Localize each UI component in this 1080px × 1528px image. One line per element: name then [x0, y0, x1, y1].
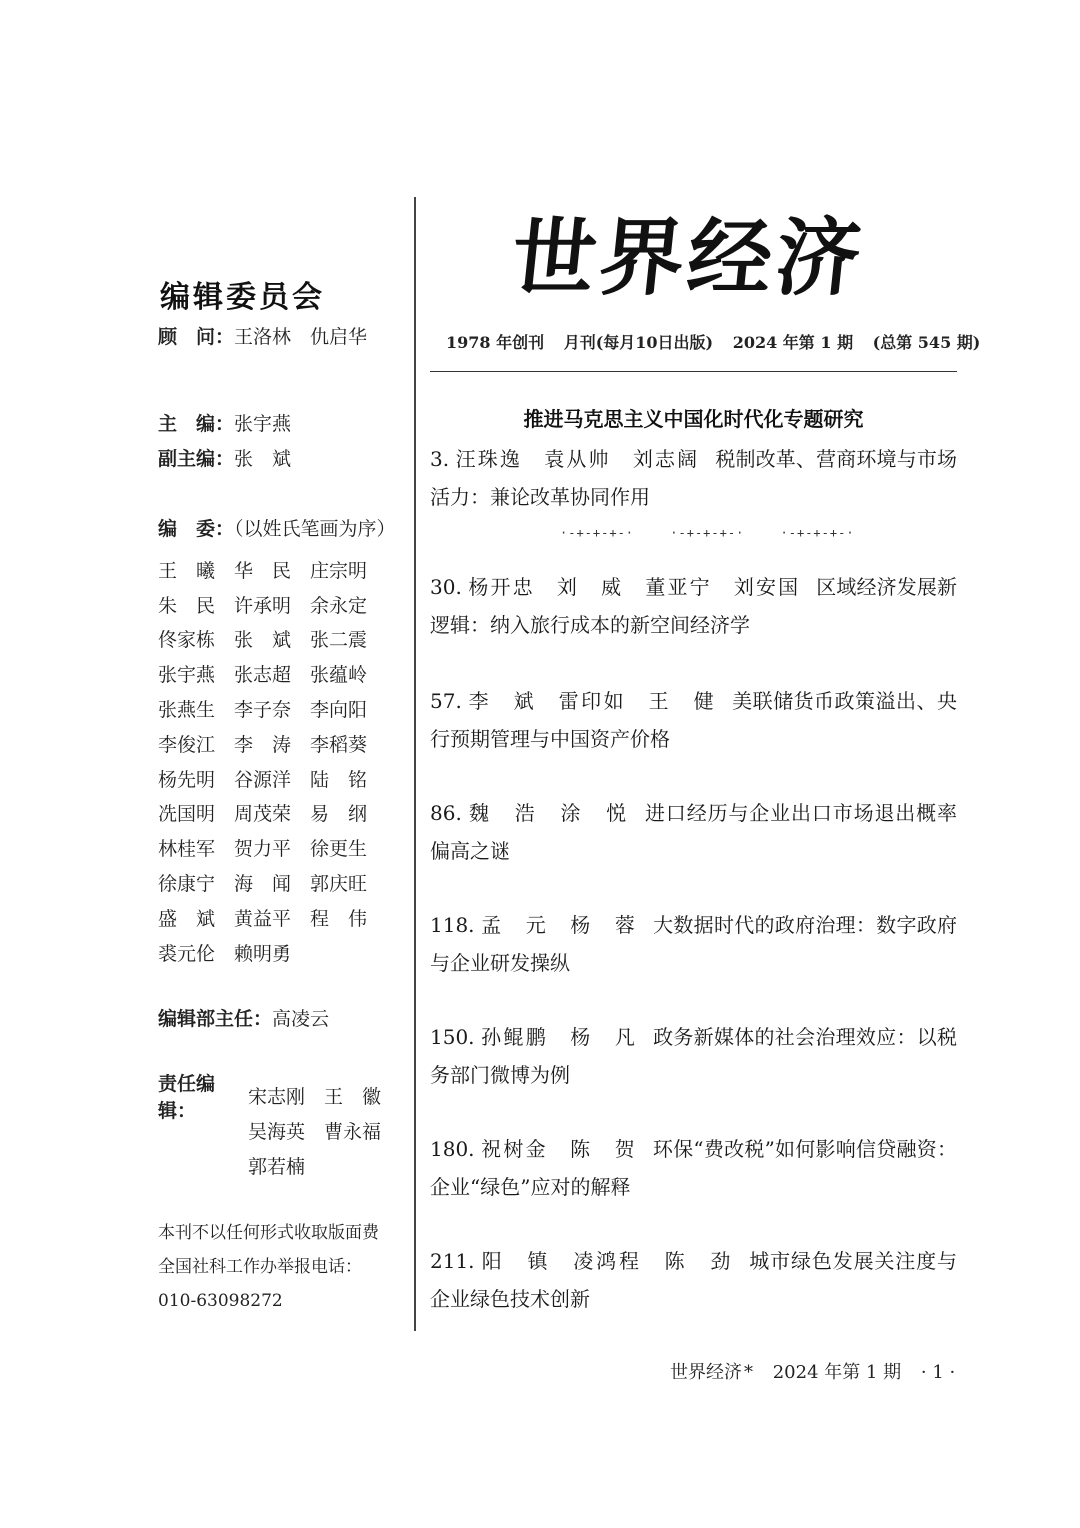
member-name: 裘元伦	[158, 942, 216, 965]
member-name: 盛 斌	[158, 907, 216, 930]
member-row	[158, 761, 388, 796]
member-row	[158, 587, 388, 622]
member-name: 李向阳	[310, 699, 368, 722]
member-name: 华 民	[234, 559, 292, 582]
member-row	[158, 552, 388, 587]
member-name: 张蕴岭	[310, 664, 368, 687]
member-row	[158, 830, 388, 865]
footer-issue: 2024 年第 1 期	[772, 1362, 902, 1383]
ornament-mark: ·-+-+-+-·	[780, 526, 855, 540]
footer-page-number: · 1 ·	[920, 1362, 956, 1383]
toc-entry[interactable]	[430, 440, 957, 516]
toc-entry[interactable]	[430, 1130, 957, 1206]
member-name: 王 曦	[158, 559, 216, 582]
toc-article-title[interactable]: 税制改革、营商环境与市场活力：兼论改革协同作用	[430, 447, 958, 509]
member-row	[158, 935, 388, 970]
member-name: 余永定	[310, 594, 368, 617]
journal-masthead	[506, 198, 882, 318]
founded-year: 1978 年创刊	[446, 333, 545, 352]
chief-editor-label: 主 编：	[158, 413, 235, 435]
toc-page-number: 86.	[430, 801, 462, 825]
responsible-editors	[158, 1072, 400, 1183]
toc-authors: 李 斌 雷印如 王 健	[468, 689, 717, 713]
toc-entry[interactable]	[430, 794, 957, 870]
member-name: 易 纲	[310, 803, 368, 826]
toc-article-title[interactable]: 美联储货币政策溢出、央行预期管理与中国资产价格	[430, 689, 958, 751]
member-row	[158, 656, 388, 691]
toc-page-number: 180.	[430, 1137, 475, 1161]
chief-editor-row	[158, 413, 291, 435]
member-row	[158, 726, 388, 761]
member-name: 谷源洋	[234, 768, 292, 791]
member-name: 佟家栋	[158, 629, 216, 652]
toc-page-number: 211.	[430, 1249, 475, 1273]
toc-article-title[interactable]: 大数据时代的政府治理：数字政府与企业研发操纵	[430, 913, 958, 975]
member-name: 张燕生	[158, 699, 216, 722]
editor-name: 郭若楠	[248, 1156, 306, 1178]
member-row	[158, 796, 388, 831]
notice-line: 本刊不以任何形式收取版面费	[158, 1223, 379, 1243]
member-name: 陆 铭	[310, 768, 368, 791]
frequency: 月刊(每月10日出版)	[563, 333, 714, 352]
column-divider	[414, 197, 416, 1331]
ornament-mark: ·-+-+-+-·	[670, 526, 745, 540]
member-name: 冼国明	[158, 803, 216, 826]
member-row	[158, 865, 388, 900]
toc-entry[interactable]	[430, 906, 957, 982]
header-rule	[430, 371, 957, 372]
total-issue: (总第 545 期)	[872, 333, 981, 352]
members-row	[158, 518, 396, 540]
advisors-names: 王洛林 仇启华	[234, 326, 368, 348]
advisors-label: 顾 问：	[158, 326, 235, 348]
toc-article-title[interactable]: 区域经济发展新逻辑：纳入旅行成本的新空间经济学	[430, 575, 958, 637]
page-footer	[670, 1358, 969, 1384]
toc-page-number: 30.	[430, 575, 462, 599]
member-name: 徐康宁	[158, 873, 216, 896]
toc-authors: 汪珠逸 袁从帅 刘志阔	[455, 447, 700, 471]
member-name: 程 伟	[310, 907, 368, 930]
director-name: 高凌云	[272, 1008, 330, 1030]
director-row	[158, 1008, 329, 1030]
toc-authors: 阳 镇 凌鸿程 陈 劲	[481, 1249, 734, 1273]
member-name: 黄益平	[234, 907, 292, 930]
member-row	[158, 900, 388, 935]
ornament-mark: ·-+-+-+-·	[560, 526, 635, 540]
member-row	[158, 691, 388, 726]
member-name: 张 斌	[234, 629, 292, 652]
member-name: 张宇燕	[158, 664, 216, 687]
toc-entry[interactable]	[430, 682, 957, 758]
special-topic-title: 推进马克思主义中国化时代化专题研究	[523, 407, 864, 431]
masthead-logo-text: 世界经济	[506, 208, 870, 307]
toc-page-number: 3.	[430, 447, 450, 471]
member-name: 庄宗明	[310, 559, 368, 582]
member-name: 徐更生	[310, 838, 368, 861]
advisors-row	[158, 326, 367, 348]
editor-name: 王 徽	[324, 1086, 382, 1108]
editor-name: 吴海英	[248, 1121, 306, 1143]
member-name: 周茂荣	[234, 803, 292, 826]
editors-label: 责任编辑：	[158, 1072, 216, 1122]
member-name: 李子奈	[234, 699, 292, 722]
members-label: 编 委：	[158, 518, 235, 540]
chief-editor-name: 张宇燕	[234, 413, 292, 435]
members-note: （以姓氏笔画为序）	[234, 518, 396, 540]
toc-article-title[interactable]: 城市绿色发展关注度与企业绿色技术创新	[430, 1249, 958, 1311]
toc-page-number: 118.	[430, 913, 475, 937]
toc-authors: 魏 浩 涂 悦	[469, 801, 630, 825]
deputy-editor-name: 张 斌	[234, 448, 292, 470]
toc-page-number: 57.	[430, 689, 462, 713]
notice-line: 全国社科工作办举报电话：	[158, 1257, 362, 1277]
members-grid	[158, 552, 388, 970]
editor-row	[158, 1072, 400, 1122]
editor-name: 宋志刚	[248, 1086, 306, 1108]
member-name: 杨先明	[158, 768, 216, 791]
member-name: 赖明勇	[234, 942, 292, 965]
publication-info	[446, 330, 994, 353]
toc-entry[interactable]	[430, 1018, 957, 1094]
toc-authors: 祝树金 陈 贺	[481, 1137, 637, 1161]
toc-authors: 杨开忠 刘 威 董亚宁 刘安国	[468, 575, 801, 599]
member-name: 贺力平	[234, 838, 292, 861]
editor-row	[158, 1148, 400, 1183]
member-row	[158, 622, 388, 657]
member-name: 张二震	[310, 629, 368, 652]
editor-name: 曹永福	[324, 1121, 382, 1143]
toc-authors: 孟 元 杨 蓉	[481, 913, 638, 937]
editorial-board-title: 编辑委员会	[160, 280, 325, 315]
member-name: 张志超	[234, 664, 292, 687]
deputy-editor-label: 副主编：	[158, 448, 235, 470]
fee-notice	[158, 1216, 379, 1318]
director-label: 编辑部主任：	[158, 1008, 273, 1030]
notice-phone: 010-63098272	[158, 1291, 283, 1311]
toc-page-number: 150.	[430, 1025, 475, 1049]
deputy-editor-row	[158, 448, 291, 470]
toc-entry[interactable]	[430, 1242, 957, 1318]
member-name: 李俊江	[158, 733, 216, 756]
toc-article-title[interactable]: 环保“费改税”如何影响信贷融资：企业“绿色”应对的解释	[430, 1137, 958, 1199]
footer-star: *	[744, 1362, 753, 1383]
toc-entry[interactable]	[430, 568, 957, 644]
issue-number: 2024 年第 1 期	[732, 333, 854, 352]
section-ornament	[560, 526, 883, 540]
member-name: 林桂军	[158, 838, 216, 861]
member-name: 李 涛	[234, 733, 292, 756]
member-name: 李稻葵	[310, 733, 368, 756]
toc-article-title[interactable]: 政务新媒体的社会治理效应：以税务部门微博为例	[430, 1025, 958, 1087]
member-name: 海 闻	[234, 873, 292, 896]
toc-article-title[interactable]: 进口经历与企业出口市场退出概率偏高之谜	[430, 801, 958, 863]
footer-journal: 世界经济	[670, 1362, 742, 1383]
member-name: 朱 民	[158, 594, 216, 617]
member-name: 许承明	[234, 594, 292, 617]
member-name: 郭庆旺	[310, 873, 368, 896]
toc-authors: 孙鲲鹏 杨 凡	[481, 1025, 638, 1049]
